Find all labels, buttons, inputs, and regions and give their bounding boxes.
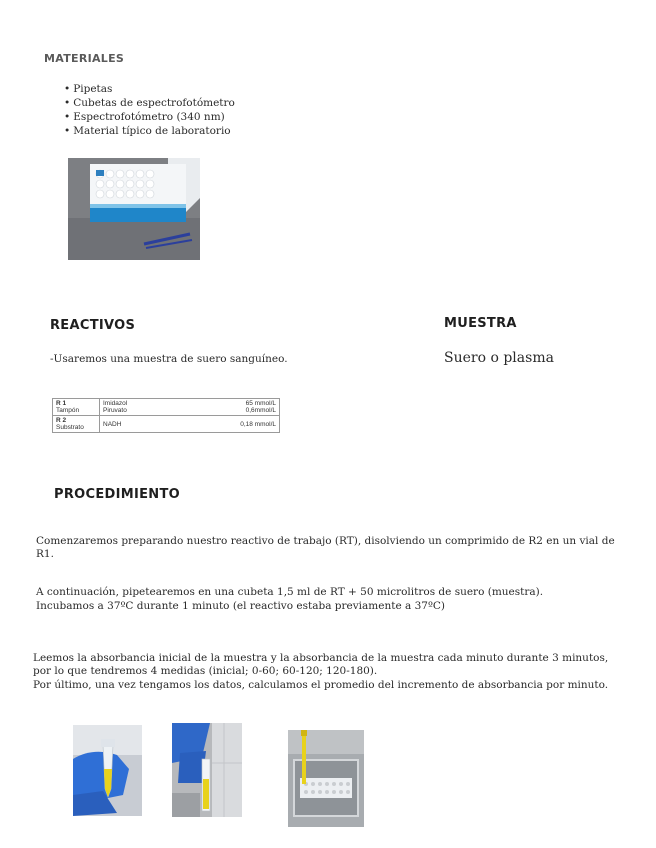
- reagent-value: 0,18 mmol/L: [240, 420, 276, 428]
- procedimiento-heading: PROCEDIMIENTO: [54, 487, 180, 502]
- reagent-id-cell: [53, 399, 100, 416]
- reagent-id: R 1: [56, 400, 67, 407]
- reagent-name: Substrato: [56, 424, 84, 431]
- table-row: [53, 416, 280, 433]
- procedimiento-p3a: Leemos la absorbancia inicial de la muestra y la absorbancia de la muestra cada minuto durante 3 minutos, por lo que tendremos 4 medidas (inicial; 0-60; 60-120; 120-180).: [33, 652, 609, 677]
- reactivos-heading: REACTIVOS: [50, 318, 136, 333]
- reagent-value: 0,6mmol/L: [245, 407, 276, 414]
- list-item: • Cubetas de espectrofotómetro: [64, 96, 324, 110]
- reagent-table: [52, 398, 280, 433]
- procedimiento-p2b: Incubamos a 37ºC durante 1 minuto (el reactivo estaba previamente a 37ºC): [36, 600, 446, 612]
- reagent-component: NADH: [103, 420, 122, 428]
- table-row: [53, 399, 280, 416]
- reagent-components-cell: [100, 416, 176, 433]
- kit-photo: [68, 158, 200, 260]
- muestra-heading: MUESTRA: [444, 316, 517, 331]
- reagent-name: Tampón: [56, 407, 80, 414]
- list-item: • Espectrofotómetro (340 nm): [64, 110, 324, 124]
- list-item: • Pipetas: [64, 82, 324, 96]
- reagent-component: Piruvato: [103, 407, 127, 414]
- reagent-components-cell: [100, 399, 176, 416]
- reagent-values-cell: [175, 416, 279, 433]
- materiales-heading: MATERIALES: [44, 52, 125, 65]
- pipetting-photo: [73, 725, 142, 816]
- procedimiento-p3b: Por último, una vez tengamos los datos, calculamos el promedio del incremento de absorbancia por minuto.: [33, 679, 609, 691]
- water-bath-photo: [288, 730, 364, 827]
- tube-photo: [172, 723, 242, 817]
- reagent-id-cell: [53, 416, 100, 433]
- list-item: • Material típico de laboratorio: [64, 124, 324, 138]
- muestra-text: Suero o plasma: [444, 350, 554, 366]
- reactivos-text: -Usaremos una muestra de suero sanguíneo.: [50, 353, 288, 365]
- materiales-list: [64, 82, 324, 138]
- procedimiento-p1: Comenzaremos preparando nuestro reactivo de trabajo (RT), disolviendo un comprimido de R2 en un vial de R1.: [36, 535, 615, 560]
- reagent-values-cell: [175, 399, 279, 416]
- reagent-component: Imidazol: [103, 400, 128, 407]
- procedimiento-p2a: A continuación, pipetearemos en una cubeta 1,5 ml de RT + 50 microlitros de suero (muestra).: [36, 586, 544, 598]
- reagent-value: 65 mmol/L: [245, 400, 276, 407]
- reagent-id: R 2: [56, 417, 67, 424]
